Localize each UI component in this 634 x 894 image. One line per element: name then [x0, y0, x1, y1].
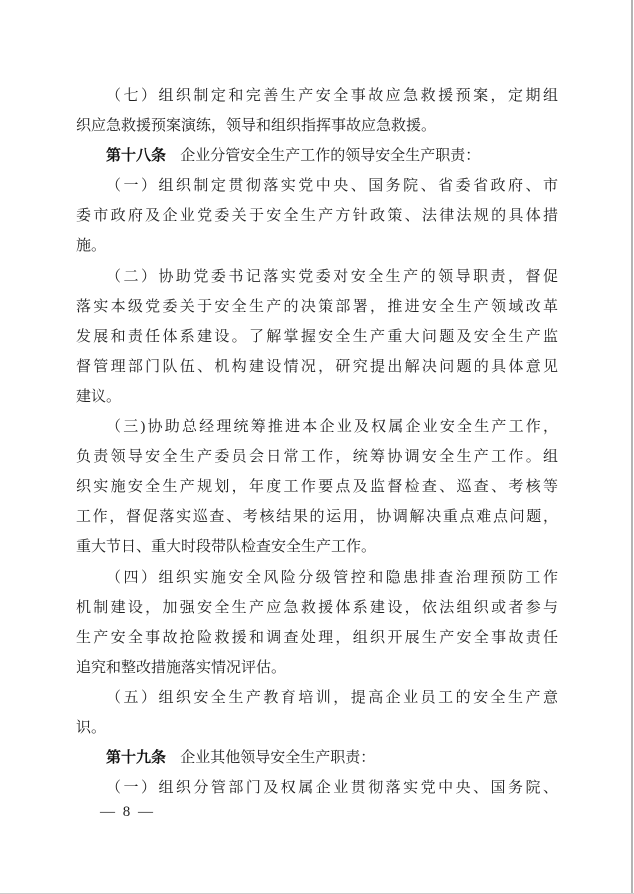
- text-line: 负责领导安全生产委员会日常工作，统筹协调安全生产工作。组: [76, 449, 558, 466]
- scan-edge-right: [631, 0, 633, 894]
- article-heading-text: 企业分管安全生产工作的领导安全生产职责：: [180, 148, 481, 165]
- text-line: 追究和整改措施落实情况评估。: [76, 659, 287, 676]
- document-body: [76, 81, 558, 803]
- text-line: 委市政府及企业党委关于安全生产方针政策、法律法规的具体措: [76, 208, 558, 225]
- text-line: （四）组织实施安全风险分级管控和隐患排查治理预防工作: [106, 569, 558, 586]
- text-line: 织实施安全生产规划，年度工作要点及监督检查、巡查、考核等: [76, 479, 558, 496]
- page-number: — 8 —: [100, 804, 155, 820]
- text-line: 督管理部门队伍、机构建设情况，研究提出解决问题的具体意见: [76, 358, 558, 375]
- text-line: 重大节日、重大时段带队检查安全生产工作。: [76, 539, 377, 556]
- text-line: 建议。: [76, 388, 122, 405]
- text-line: （三)协助总经理统筹推进本企业及权属企业安全生产工作，: [106, 419, 558, 436]
- article-number: 第十八条: [106, 148, 167, 165]
- text-line: 生产安全事故抢险救援和调查处理，组织开展生产安全事故责任: [76, 629, 558, 646]
- article-heading-line: [76, 743, 558, 773]
- article-heading-line: [76, 141, 558, 171]
- text-line: （五）组织安全生产教育培训，提高企业员工的安全生产意: [106, 689, 558, 706]
- text-line: 织应急救援预案演练，领导和组织指挥事故应急救援。: [76, 118, 437, 135]
- text-line: （二）协助党委书记落实党委对安全生产的领导职责，督促: [106, 268, 558, 285]
- text-line: 落实本级党委关于安全生产的决策部署，推进安全生产领域改革: [76, 298, 558, 315]
- text-line: （一）组织分管部门及权属企业贯彻落实党中央、国务院、: [106, 780, 558, 797]
- text-line: 发展和责任体系建设。了解掌握安全生产重大问题及安全生产监: [76, 328, 558, 345]
- text-line: （一）组织制定贯彻落实党中央、国务院、省委省政府、市: [106, 178, 558, 195]
- text-line: 识。: [76, 719, 107, 736]
- text-line: 施。: [76, 238, 107, 255]
- article-number: 第十九条: [106, 750, 167, 767]
- article-heading-text: 企业其他领导安全生产职责：: [180, 750, 376, 767]
- text-line: 工作，督促落实巡查、考核结果的运用，协调解决重点难点问题，: [76, 509, 558, 526]
- text-line: （七）组织制定和完善生产安全事故应急救援预案，定期组: [106, 88, 558, 104]
- text-line: 机制建设，加强安全生产应急救援体系建设，依法组织或者参与: [76, 599, 558, 616]
